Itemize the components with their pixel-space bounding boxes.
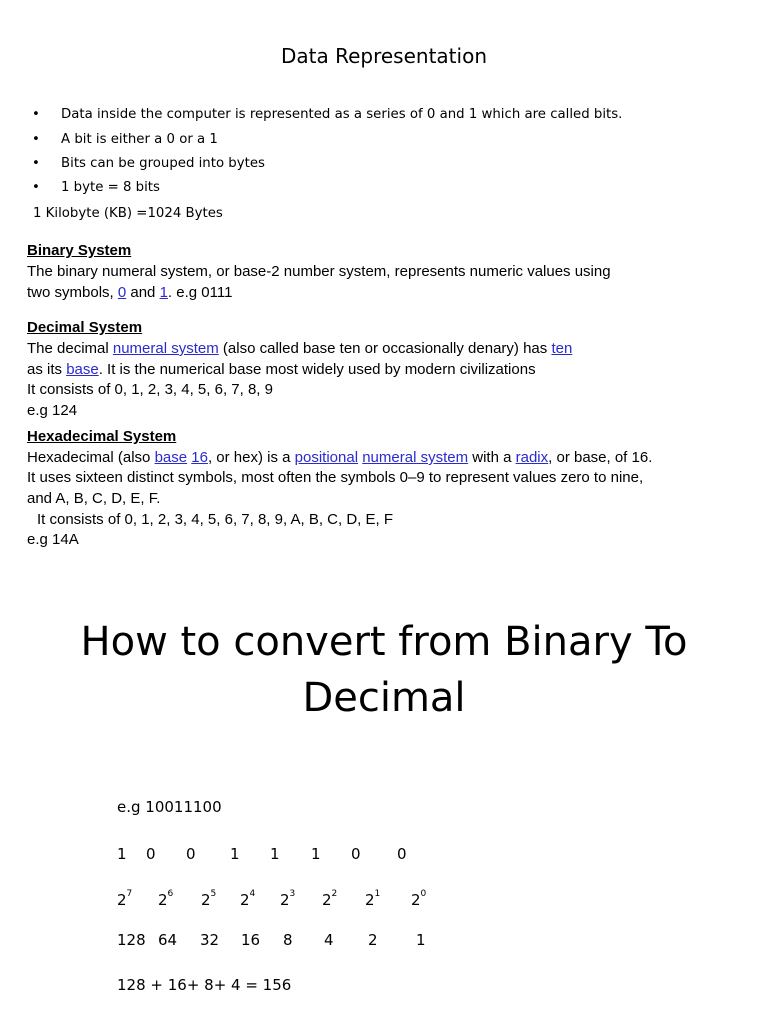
text: Hexadecimal (also: [27, 449, 155, 466]
place-value: 16: [241, 931, 261, 949]
bit-digit: 0: [397, 845, 407, 863]
decimal-line-4: e.g 124: [27, 402, 78, 419]
place-value: 4: [324, 931, 334, 949]
binary-line-1: The binary numeral system, or base-2 number system, represents numeric values using: [27, 263, 611, 280]
link-16[interactable]: 16: [191, 449, 208, 466]
bullet-dot: •: [32, 107, 40, 122]
link-positional[interactable]: positional: [294, 449, 359, 466]
binary-line-2: [27, 283, 232, 304]
decimal-line-1: [27, 339, 572, 360]
binary-heading: Binary System: [27, 242, 132, 259]
power-of-two: [365, 891, 380, 909]
power-exponent: 6: [167, 889, 174, 899]
hex-line-1: [27, 448, 652, 469]
bullet-text: A bit is either a 0 or a 1: [61, 132, 218, 147]
text: The decimal: [27, 340, 113, 357]
text: . e.g 0111: [167, 284, 233, 301]
bullet-dot: •: [32, 132, 40, 147]
place-value: 128: [117, 931, 146, 949]
power-base: 2: [240, 891, 250, 909]
power-exponent: 4: [249, 889, 256, 899]
hex-line-3: and A, B, C, D, E, F.: [27, 490, 161, 507]
bit-digit: 1: [270, 845, 280, 863]
bit-digit: 1: [117, 845, 127, 863]
page-title: Data Representation: [280, 44, 487, 68]
text: , or base, of 16.: [548, 449, 653, 466]
hex-line-2: It uses sixteen distinct symbols, most often the symbols 0–9 to represent values zero to nine,: [27, 469, 644, 486]
bit-digit: 0: [146, 845, 156, 863]
bullet-dot: •: [32, 180, 40, 195]
place-value: 32: [200, 931, 220, 949]
example-label: e.g 10011100: [117, 798, 222, 816]
place-value: 64: [158, 931, 178, 949]
decimal-heading: Decimal System: [27, 319, 143, 336]
decimal-line-3: It consists of 0, 1, 2, 3, 4, 5, 6, 7, 8, 9: [27, 381, 273, 398]
link-numeral-system[interactable]: numeral system: [112, 340, 219, 357]
text: as its: [27, 361, 67, 378]
power-exponent: 3: [289, 889, 296, 899]
power-base: 2: [117, 891, 127, 909]
link-base[interactable]: base: [66, 361, 99, 378]
text: two symbols,: [27, 284, 118, 301]
link-one[interactable]: 1: [159, 284, 168, 301]
place-value: 2: [368, 931, 378, 949]
text: , or hex) is a: [207, 449, 295, 466]
bullet-text: Data inside the computer is represented as a series of 0 and 1 which are called bits.: [61, 107, 623, 122]
power-exponent: 7: [126, 889, 133, 899]
power-of-two: [117, 891, 132, 909]
bit-digit: 0: [351, 845, 361, 863]
power-base: 2: [280, 891, 290, 909]
link-zero[interactable]: 0: [117, 284, 127, 301]
text: and: [126, 284, 160, 301]
kilobyte-line: 1 Kilobyte (KB) =1024 Bytes: [33, 206, 223, 221]
power-of-two: [411, 891, 426, 909]
power-exponent: 2: [331, 889, 338, 899]
power-of-two: [240, 891, 255, 909]
link-radix[interactable]: radix: [515, 449, 549, 466]
text: . It is the numerical base most widely used by modern civilizations: [98, 361, 536, 378]
power-base: 2: [158, 891, 168, 909]
power-base: 2: [411, 891, 421, 909]
place-value: 8: [283, 931, 293, 949]
bullet-text: Bits can be grouped into bytes: [61, 156, 265, 171]
hex-line-5: e.g 14A: [27, 531, 79, 548]
power-exponent: 0: [420, 889, 427, 899]
hex-line-4: It consists of 0, 1, 2, 3, 4, 5, 6, 7, 8, 9, A, B, C, D, E, F: [37, 511, 393, 528]
bit-digit: 1: [230, 845, 240, 863]
link-base[interactable]: base: [154, 449, 188, 466]
power-of-two: [322, 891, 337, 909]
link-numeral-system[interactable]: numeral system: [362, 449, 469, 466]
power-base: 2: [201, 891, 211, 909]
power-base: 2: [322, 891, 332, 909]
place-value: 1: [416, 931, 426, 949]
sum-line: 128 + 16+ 8+ 4 = 156: [117, 976, 292, 994]
text: (also called base ten or occasionally denary) has: [218, 340, 552, 357]
bit-digit: 1: [311, 845, 321, 863]
power-base: 2: [365, 891, 375, 909]
text: with a: [468, 449, 516, 466]
bit-digit: 0: [186, 845, 196, 863]
bullet-dot: •: [32, 156, 40, 171]
bullet-text: 1 byte = 8 bits: [61, 180, 160, 195]
power-of-two: [280, 891, 295, 909]
hex-heading: Hexadecimal System: [27, 428, 177, 445]
link-ten[interactable]: ten: [551, 340, 573, 357]
power-exponent: 1: [374, 889, 381, 899]
decimal-line-2: [27, 360, 536, 381]
power-exponent: 5: [210, 889, 217, 899]
power-of-two: [158, 891, 173, 909]
power-of-two: [201, 891, 216, 909]
convert-title-line-2: Decimal: [302, 675, 466, 721]
convert-title-line-1: How to convert from Binary To: [80, 619, 688, 665]
